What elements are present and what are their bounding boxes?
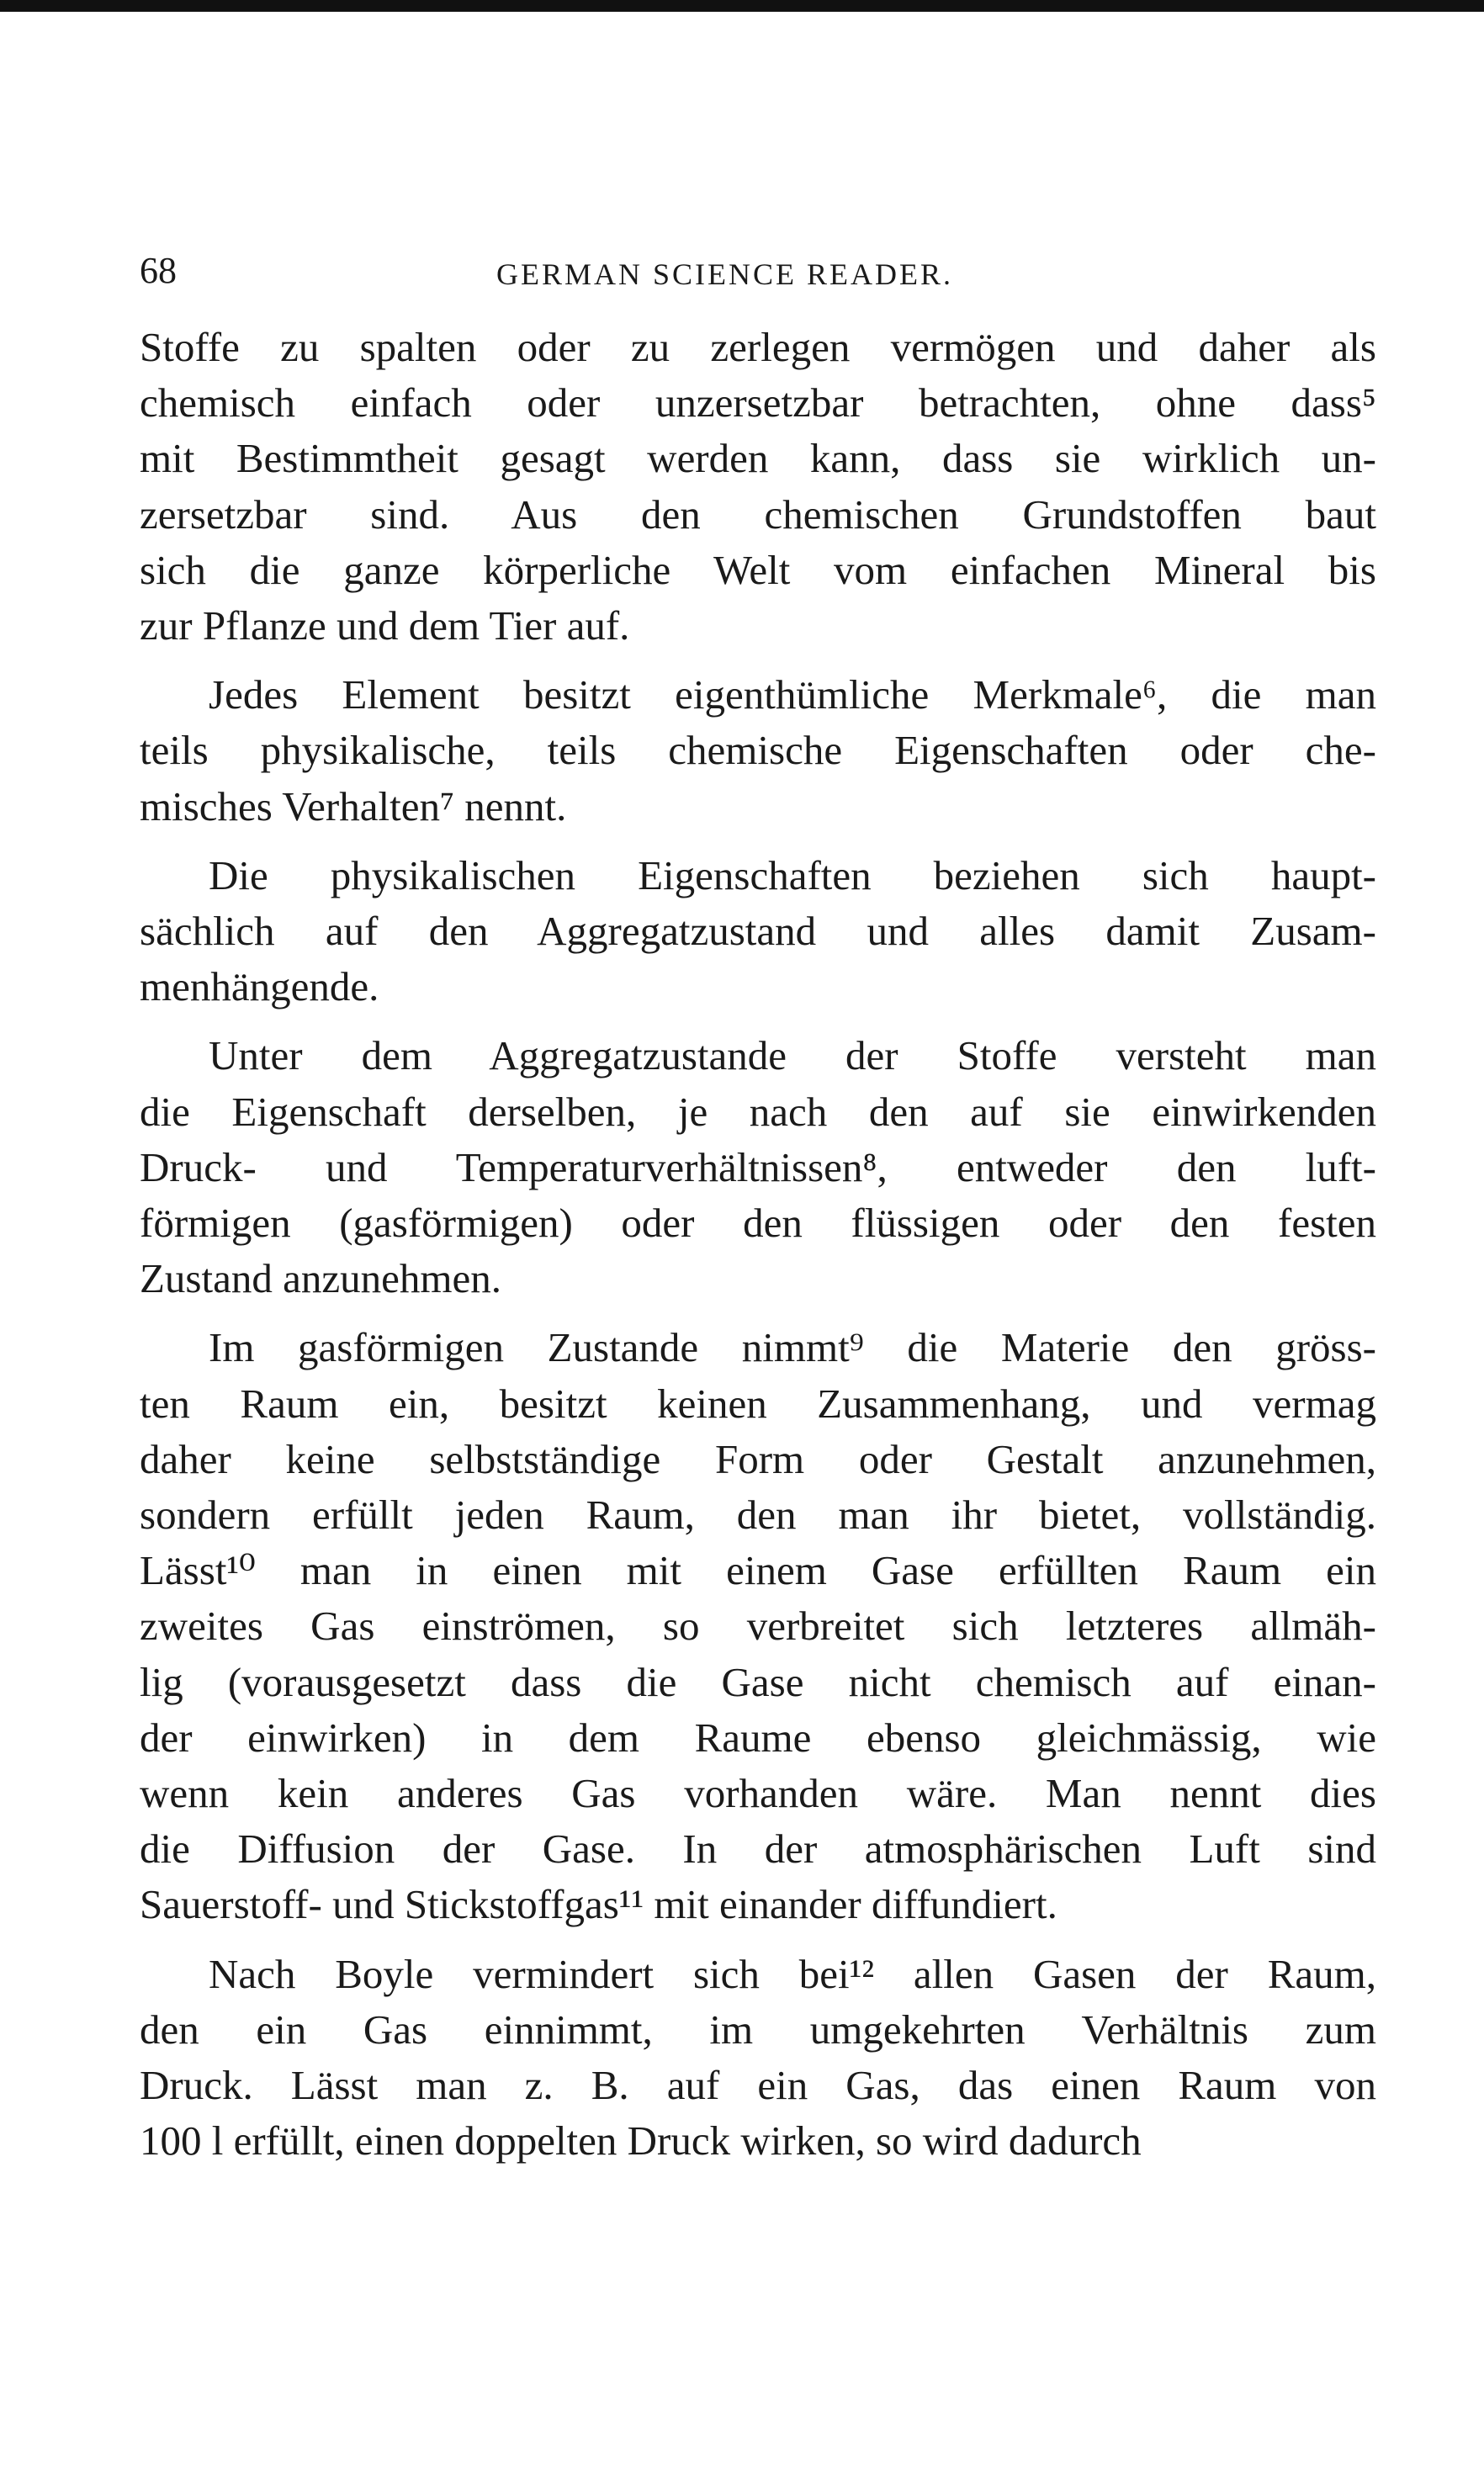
text-line: Druck. Lässt man z. B. auf ein Gas, das einen Raum von	[140, 2062, 1376, 2109]
text-line: den ein Gas einnimmt, im umgekehrten Verhältnis zum	[140, 2006, 1376, 2053]
text-line: zur Pflanze und dem Tier auf.	[140, 602, 630, 649]
text-line: wenn kein anderes Gas vorhanden wäre. Man nennt dies	[140, 1770, 1376, 1817]
paragraph	[140, 848, 1376, 1015]
text-line: sondern erfüllt jeden Raum, den man ihr bietet, vollständig.	[140, 1492, 1376, 1539]
paragraph	[140, 1320, 1376, 1932]
text-line: Zustand anzunehmen.	[140, 1255, 501, 1302]
text-line: Sauerstoff- und Stickstoffgas¹¹ mit einander diffundiert.	[140, 1881, 1057, 1928]
text-line: sächlich auf den Aggregatzustand und alles damit Zusam-	[140, 908, 1376, 955]
text-line: menhängende.	[140, 963, 379, 1010]
text-line: Unter dem Aggregatzustande der Stoffe versteht man	[209, 1032, 1376, 1079]
text-line: Druck- und Temperaturverhältnissen⁸, entweder den luft-	[140, 1143, 1376, 1190]
text-line: chemisch einfach oder unzersetzbar betrachten, ohne dass⁵	[140, 379, 1376, 427]
text-line: Im gasförmigen Zustande nimmt⁹ die Materie den gröss-	[209, 1324, 1376, 1371]
text-line: Stoffe zu spalten oder zu zerlegen vermögen und daher als	[140, 324, 1376, 370]
text-line: Jedes Element besitzt eigenthümliche Merkmale⁶, die man	[209, 671, 1376, 718]
running-head	[140, 246, 1376, 296]
text-line: misches Verhalten⁷ nennt.	[140, 782, 567, 829]
page-number: 68	[140, 250, 177, 291]
paragraph	[140, 1947, 1376, 2170]
text-line: die Eigenschaft derselben, je nach den auf sie einwirkenden	[140, 1088, 1376, 1135]
text-line: der einwirken) in dem Raume ebenso gleichmässig, wie	[140, 1714, 1376, 1761]
text-line: Die physikalischen Eigenschaften beziehen sich haupt-	[209, 851, 1376, 898]
text-line: zersetzbar sind. Aus den chemischen Grundstoffen baut	[140, 490, 1376, 538]
text-line: mit Bestimmtheit gesagt werden kann, dass sie wirklich un-	[140, 435, 1376, 482]
text-line: Nach Boyle vermindert sich bei¹² allen Gasen der Raum,	[209, 1950, 1376, 1997]
body-text	[140, 320, 1376, 2170]
paragraph	[140, 667, 1376, 835]
text-line: die Diffusion der Gase. In der atmosphärischen Luft sind	[140, 1826, 1376, 1873]
paragraph	[140, 1028, 1376, 1306]
scan-top-edge	[0, 0, 1484, 12]
text-line: Lässt¹⁰ man in einen mit einem Gase erfüllten Raum ein	[140, 1547, 1376, 1594]
paragraph	[140, 320, 1376, 654]
text-line: lig (vorausgesetzt dass die Gase nicht chemisch auf einan-	[140, 1658, 1376, 1705]
text-line: 100 l erfüllt, einen doppelten Druck wirken, so wird dadurch	[140, 2117, 1142, 2165]
running-title: GERMAN SCIENCE READER.	[496, 257, 954, 291]
text-line: förmigen (gasförmigen) oder den flüssigen oder den festen	[140, 1200, 1376, 1247]
text-line: ten Raum ein, besitzt keinen Zusammenhang, und vermag	[140, 1380, 1376, 1427]
text-line: daher keine selbstständige Form oder Gestalt anzunehmen,	[140, 1435, 1376, 1482]
text-line: sich die ganze körperliche Welt vom einfachen Mineral bis	[140, 546, 1376, 593]
text-line: teils physikalische, teils chemische Eigenschaften oder che-	[140, 727, 1376, 774]
text-line: zweites Gas einströmen, so verbreitet sich letzteres allmäh-	[140, 1603, 1376, 1650]
